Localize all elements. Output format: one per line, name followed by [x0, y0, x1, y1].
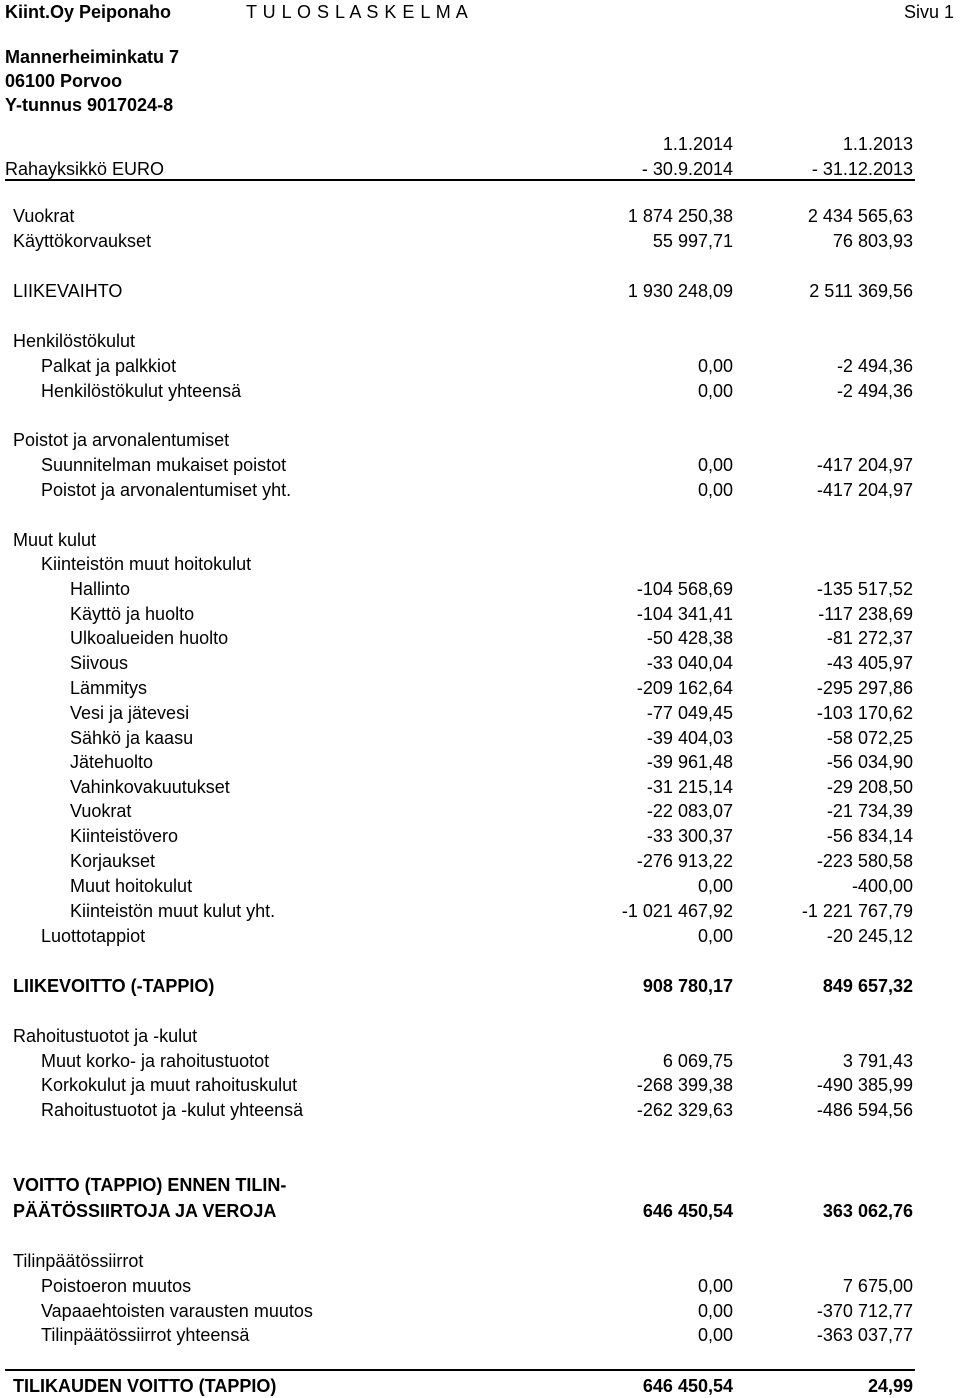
row-value-2014: 0,00	[697, 1276, 733, 1296]
row-value-2014: 0,00	[697, 356, 733, 376]
business-id: Y-tunnus 9017024-8	[5, 95, 174, 115]
row-label: Palkat ja palkkiot	[41, 356, 177, 376]
row-value-2014: -209 162,64	[636, 678, 733, 698]
row-value-2013: 2 511 369,56	[809, 281, 913, 301]
row-label: PÄÄTÖSSIIRTOJA JA VEROJA	[13, 1201, 277, 1221]
row-value-2014: 0,00	[697, 1301, 733, 1321]
row-value-2013: -20 245,12	[826, 926, 913, 946]
row-label: Siivous	[70, 653, 129, 673]
row-label: Hallinto	[70, 579, 131, 599]
row-label: Muut kulut	[13, 530, 97, 550]
row-value-2013: 24,99	[867, 1376, 913, 1396]
row-value-2013: -1 221 767,79	[801, 901, 913, 921]
row-label: Vahinkovakuutukset	[70, 777, 230, 797]
row-value-2014: 0,00	[697, 381, 733, 401]
row-label: Kiinteistövero	[70, 826, 179, 846]
period2-end: - 31.12.2013	[811, 159, 913, 179]
page-number: Sivu 1	[903, 2, 954, 22]
period1-start: 1.1.2014	[662, 134, 733, 154]
row-label: Vuokrat	[13, 206, 75, 226]
row-value-2013: -490 385,99	[816, 1075, 913, 1095]
row-label: Tilinpäätössiirrot yhteensä	[41, 1325, 250, 1345]
row-value-2013: -21 734,39	[826, 801, 913, 821]
row-label: Vuokrat	[70, 801, 132, 821]
row-value-2014: 646 450,54	[642, 1376, 733, 1396]
row-value-2014: -276 913,22	[636, 851, 733, 871]
row-value-2013: 76 803,93	[832, 231, 913, 251]
row-value-2014: -262 329,63	[636, 1100, 733, 1120]
row-value-2013: -295 297,86	[816, 678, 913, 698]
row-label: Käyttö ja huolto	[70, 604, 195, 624]
row-label: Sähkö ja kaasu	[70, 728, 194, 748]
row-value-2014: -50 428,38	[646, 628, 733, 648]
row-label: TILIKAUDEN VOITTO (TAPPIO)	[13, 1376, 277, 1396]
row-value-2013: -117 238,69	[818, 604, 913, 624]
row-label: Korkokulut ja muut rahoituskulut	[41, 1075, 298, 1095]
row-value-2013: -417 204,97	[816, 455, 913, 475]
total-rule	[5, 1369, 915, 1371]
row-value-2014: 646 450,54	[642, 1201, 733, 1221]
row-label: Käyttökorvaukset	[13, 231, 152, 251]
row-value-2014: 0,00	[697, 1325, 733, 1345]
row-value-2013: -103 170,62	[816, 703, 913, 723]
row-value-2013: -486 594,56	[816, 1100, 913, 1120]
row-value-2014: -104 341,41	[636, 604, 733, 624]
row-value-2014: 0,00	[697, 926, 733, 946]
row-value-2014: 1 874 250,38	[627, 206, 733, 226]
row-label: Tilinpäätössiirrot	[13, 1251, 144, 1271]
row-label: Luottotappiot	[41, 926, 146, 946]
row-label: Henkilöstökulut yhteensä	[41, 381, 242, 401]
row-value-2013: 363 062,76	[822, 1201, 913, 1221]
row-label: VOITTO (TAPPIO) ENNEN TILIN-	[13, 1175, 287, 1195]
row-label: Suunnitelman mukaiset poistot	[41, 455, 287, 475]
row-value-2013: -2 494,36	[836, 356, 913, 376]
row-value-2014: -22 083,07	[646, 801, 733, 821]
row-value-2013: -135 517,52	[816, 579, 913, 599]
row-label: Vesi ja jätevesi	[70, 703, 190, 723]
row-value-2014: -33 040,04	[646, 653, 733, 673]
row-value-2013: -417 204,97	[816, 480, 913, 500]
row-value-2014: -31 215,14	[646, 777, 733, 797]
row-value-2014: 0,00	[697, 876, 733, 896]
header-rule	[5, 179, 915, 181]
row-value-2014: 0,00	[697, 455, 733, 475]
row-label: Henkilöstökulut	[13, 331, 136, 351]
period1-end: - 30.9.2014	[641, 159, 733, 179]
row-value-2014: -39 961,48	[646, 752, 733, 772]
row-value-2013: -363 037,77	[816, 1325, 913, 1345]
address-postal: 06100 Porvoo	[5, 71, 123, 91]
document-title: T U L O S L A S K E L M A	[246, 2, 469, 22]
row-label: Poistot ja arvonalentumiset yht.	[41, 480, 292, 500]
row-value-2013: -400,00	[851, 876, 913, 896]
row-value-2014: -1 021 467,92	[621, 901, 733, 921]
row-value-2014: 6 069,75	[662, 1051, 733, 1071]
row-value-2013: -223 580,58	[816, 851, 913, 871]
row-label: Kiinteistön muut hoitokulut	[41, 554, 252, 574]
row-value-2013: -370 712,77	[816, 1301, 913, 1321]
row-value-2014: -77 049,45	[646, 703, 733, 723]
row-value-2014: -104 568,69	[636, 579, 733, 599]
row-label: Poistoeron muutos	[41, 1276, 192, 1296]
address-street: Mannerheiminkatu 7	[5, 47, 180, 67]
row-label: LIIKEVAIHTO	[13, 281, 123, 301]
row-value-2014: -39 404,03	[646, 728, 733, 748]
row-value-2014: 1 930 248,09	[627, 281, 733, 301]
row-label: Rahoitustuotot ja -kulut yhteensä	[41, 1100, 304, 1120]
row-label: Ulkoalueiden huolto	[70, 628, 229, 648]
row-value-2013: -58 072,25	[826, 728, 913, 748]
row-value-2013: 849 657,32	[822, 976, 913, 996]
row-value-2013: 2 434 565,63	[807, 206, 913, 226]
row-value-2014: 55 997,71	[652, 231, 733, 251]
row-value-2013: 3 791,43	[842, 1051, 913, 1071]
currency-unit: Rahayksikkö EURO	[5, 159, 165, 179]
row-label: Korjaukset	[70, 851, 156, 871]
row-label: Kiinteistön muut kulut yht.	[70, 901, 276, 921]
row-value-2014: 908 780,17	[642, 976, 733, 996]
company-name: Kiint.Oy Peiponaho	[5, 2, 172, 22]
row-value-2014: 0,00	[697, 480, 733, 500]
row-label: Muut hoitokulut	[70, 876, 193, 896]
row-value-2013: -2 494,36	[836, 381, 913, 401]
row-value-2013: 7 675,00	[842, 1276, 913, 1296]
row-value-2014: -268 399,38	[636, 1075, 733, 1095]
row-label: Jätehuolto	[70, 752, 154, 772]
row-value-2013: -56 034,90	[826, 752, 913, 772]
row-value-2013: -56 834,14	[826, 826, 913, 846]
row-label: Poistot ja arvonalentumiset	[13, 430, 230, 450]
period2-start: 1.1.2013	[842, 134, 913, 154]
row-label: Muut korko- ja rahoitustuotot	[41, 1051, 270, 1071]
row-label: Lämmitys	[70, 678, 148, 698]
row-value-2013: -43 405,97	[826, 653, 913, 673]
row-value-2013: -81 272,37	[826, 628, 913, 648]
row-value-2014: -33 300,37	[646, 826, 733, 846]
row-value-2013: -29 208,50	[826, 777, 913, 797]
row-label: Vapaaehtoisten varausten muutos	[41, 1301, 313, 1321]
row-label: LIIKEVOITTO (-TAPPIO)	[13, 976, 215, 996]
row-label: Rahoitustuotot ja -kulut	[13, 1026, 198, 1046]
